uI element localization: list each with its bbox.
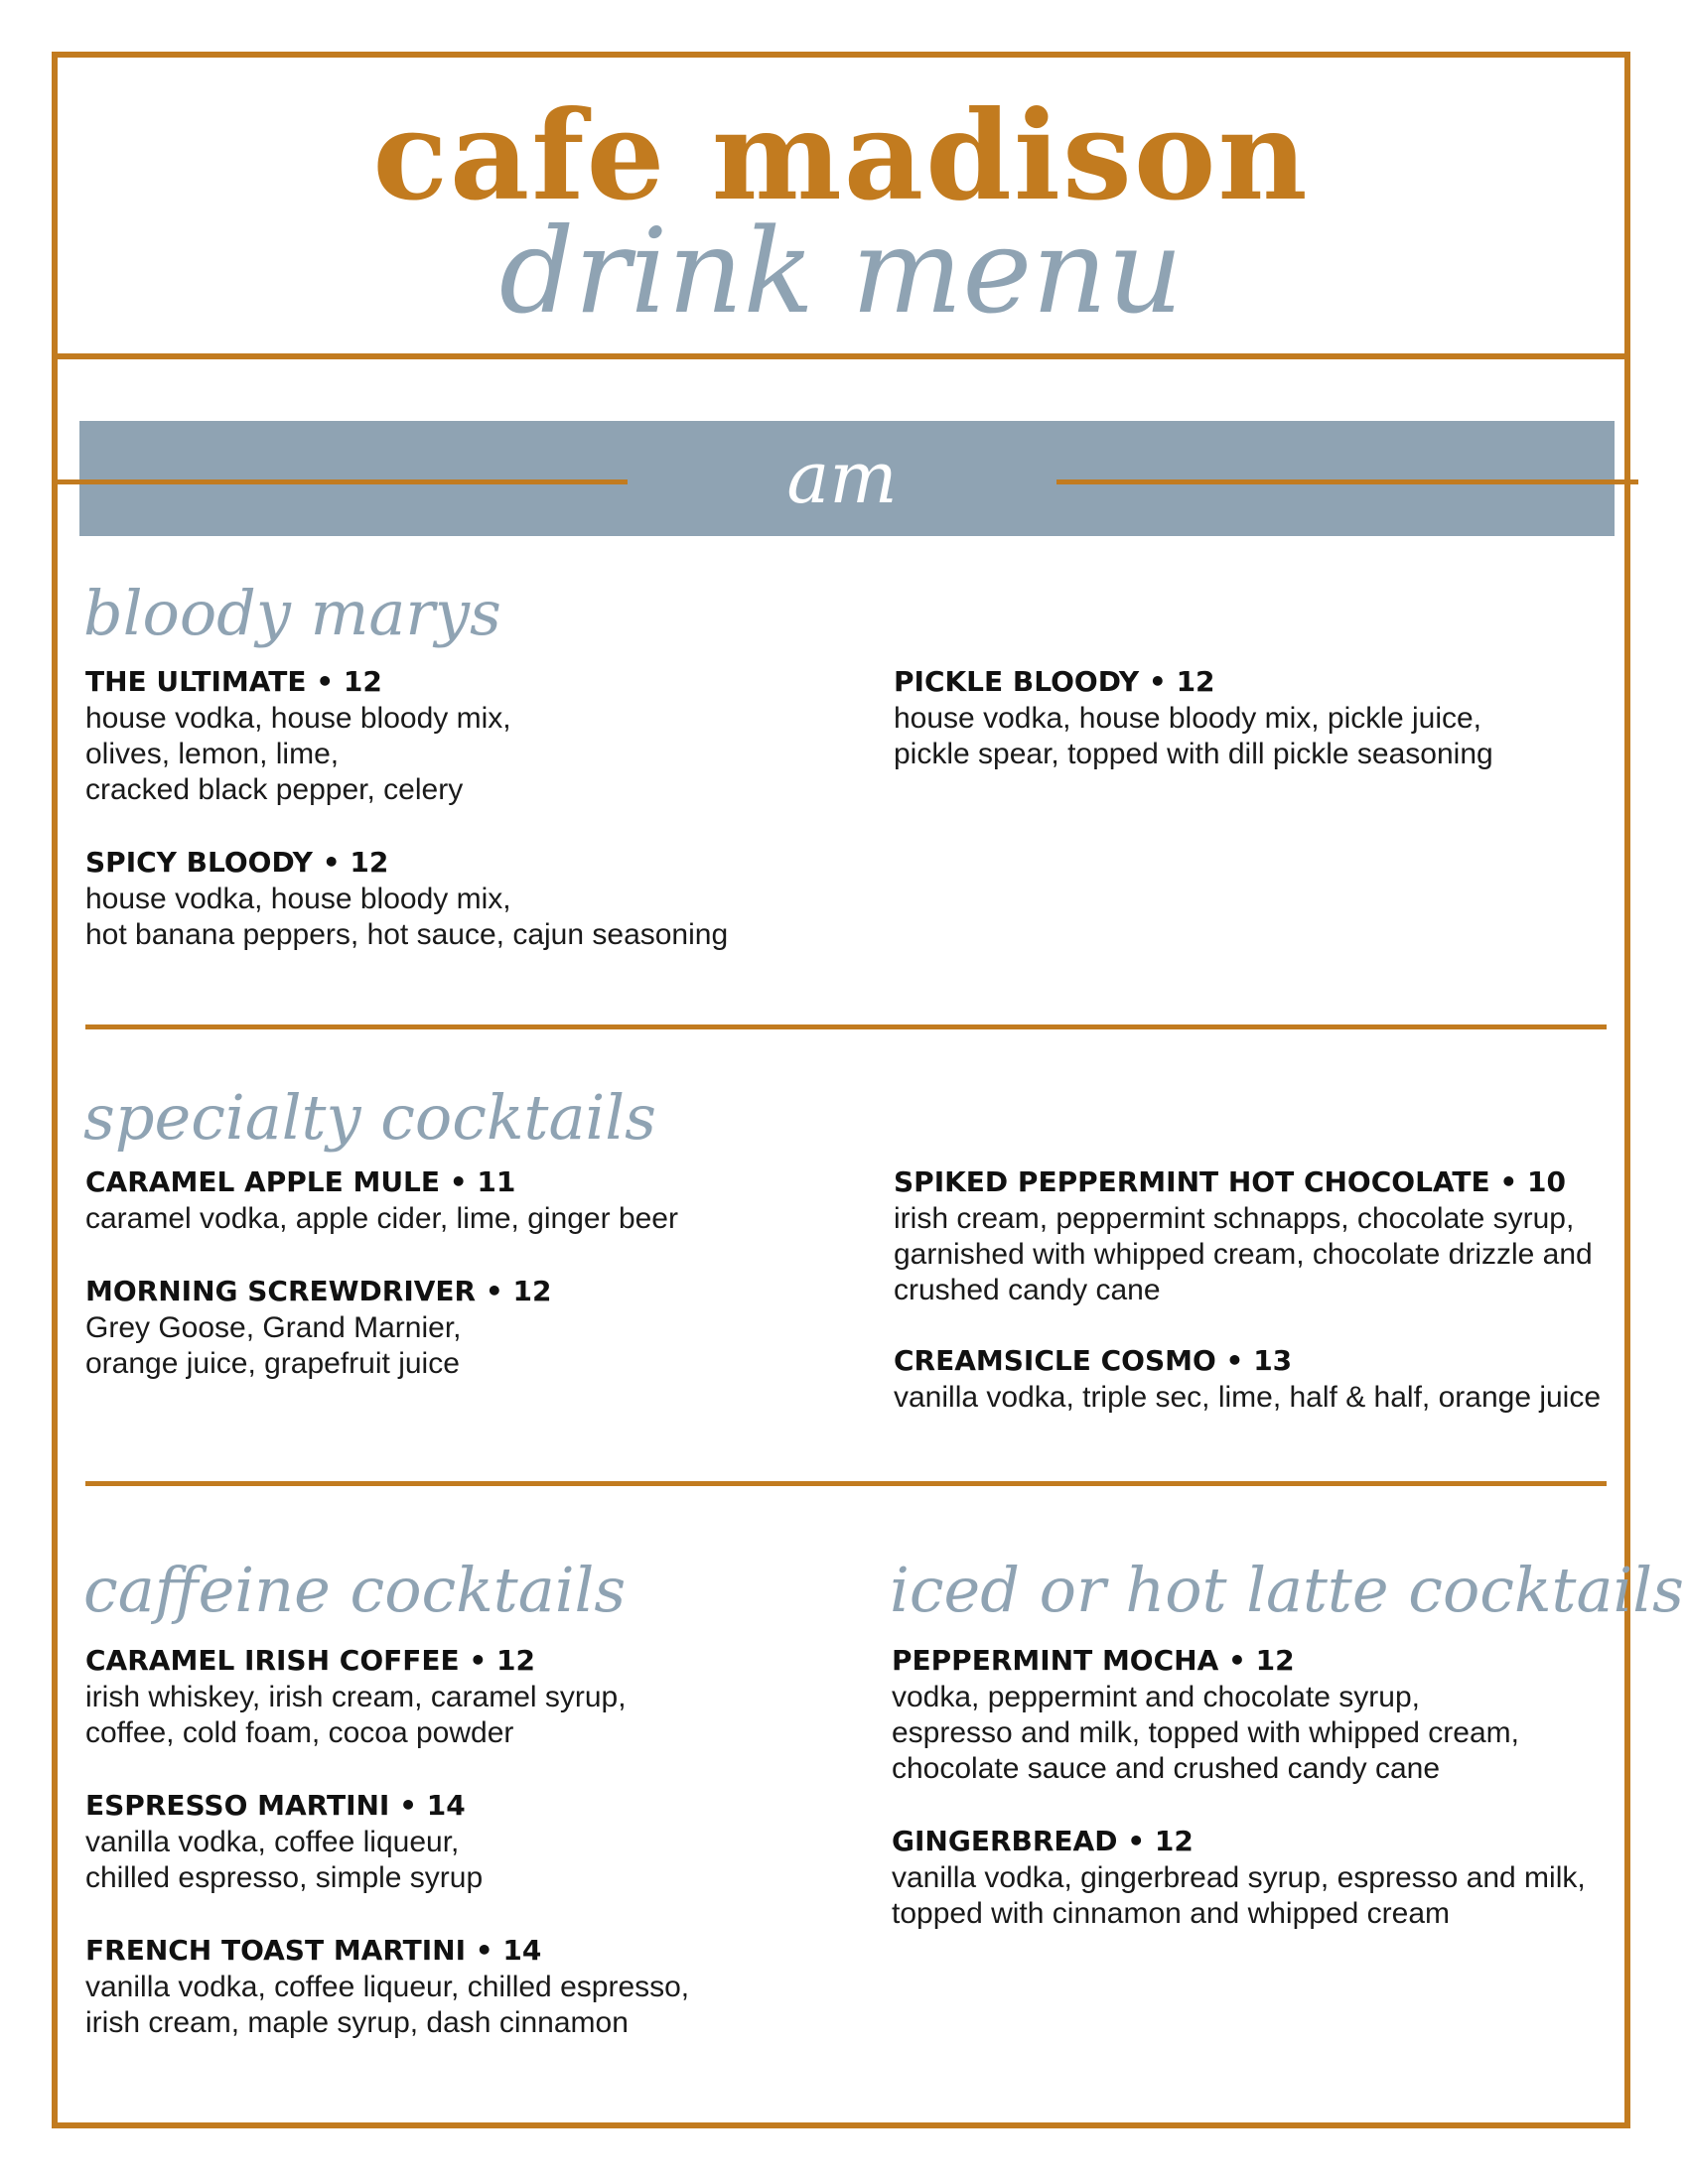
- band-line-right: [1056, 479, 1638, 484]
- item-description: Grey Goose, Grand Marnier, orange juice, grapefruit juice: [85, 1311, 462, 1380]
- item-name: FRENCH TOAST MARTINI • 14: [85, 1934, 542, 1967]
- item-name: PEPPERMINT MOCHA • 12: [892, 1644, 1295, 1677]
- menu-item: [894, 663, 1648, 772]
- section-divider: [85, 1024, 1607, 1029]
- header-divider: [52, 353, 1630, 359]
- menu-item: [894, 1342, 1648, 1416]
- item-description: vanilla vodka, triple sec, lime, half & half, orange juice: [894, 1381, 1602, 1414]
- item-name: MORNING SCREWDRIVER • 12: [85, 1275, 552, 1307]
- item-description: vanilla vodka, coffee liqueur, chilled espresso, irish cream, maple syrup, dash cinnamon: [85, 1971, 690, 2039]
- menu-item: [894, 1163, 1648, 1308]
- item-name: SPICY BLOODY • 12: [85, 846, 389, 879]
- item-name: CREAMSICLE COSMO • 13: [894, 1344, 1293, 1377]
- item-description: irish cream, peppermint schnapps, chocolate syrup, garnished with whipped cream, chocolate drizzle and crushed candy cane: [894, 1202, 1593, 1306]
- menu-item: [85, 1787, 840, 1896]
- cafe-title: cafe madison: [372, 84, 1310, 228]
- item-name: PICKLE BLOODY • 12: [894, 665, 1215, 698]
- item-description: vanilla vodka, coffee liqueur, chilled espresso, simple syrup: [85, 1826, 484, 1894]
- item-name: THE ULTIMATE • 12: [85, 665, 382, 698]
- menu-item: [85, 1642, 840, 1751]
- menu-item: [85, 1932, 840, 2041]
- heading-latte-cocktails: iced or hot latte cocktails: [890, 1554, 1684, 1626]
- menu-item: [892, 1823, 1646, 1932]
- item-description: house vodka, house bloody mix, olives, lemon, lime, cracked black pepper, celery: [85, 702, 511, 806]
- item-description: house vodka, house bloody mix, hot banana peppers, hot sauce, cajun seasoning: [85, 883, 729, 951]
- item-description: caramel vodka, apple cider, lime, ginger beer: [85, 1202, 678, 1235]
- heading-bloody-marys: bloody marys: [83, 577, 501, 649]
- menu-item: [85, 1163, 840, 1237]
- item-name: GINGERBREAD • 12: [892, 1825, 1194, 1857]
- menu-item: [85, 663, 840, 808]
- band-line-left: [52, 479, 628, 484]
- item-name: ESPRESSO MARTINI • 14: [85, 1789, 466, 1822]
- section-divider: [85, 1481, 1607, 1486]
- drink-menu-subtitle: drink menu: [498, 203, 1184, 340]
- menu-item: [85, 1273, 840, 1382]
- item-name: CARAMEL IRISH COFFEE • 12: [85, 1644, 535, 1677]
- item-description: house vodka, house bloody mix, pickle juice, pickle spear, topped with dill pickle seasoning: [894, 702, 1493, 770]
- band-label: am cocktails: [681, 436, 1003, 628]
- heading-specialty-cocktails: specialty cocktails: [83, 1081, 656, 1154]
- item-description: vodka, peppermint and chocolate syrup, espresso and milk, topped with whipped cream, chocolate sauce and crushed candy cane: [892, 1681, 1519, 1785]
- item-description: irish whiskey, irish cream, caramel syrup, coffee, cold foam, cocoa powder: [85, 1681, 627, 1749]
- item-name: SPIKED PEPPERMINT HOT CHOCOLATE • 10: [894, 1165, 1567, 1198]
- menu-item: [892, 1642, 1646, 1787]
- menu-item: [85, 844, 840, 953]
- item-name: CARAMEL APPLE MULE • 11: [85, 1165, 516, 1198]
- heading-caffeine-cocktails: caffeine cocktails: [83, 1554, 627, 1626]
- item-description: vanilla vodka, gingerbread syrup, espresso and milk, topped with cinnamon and whipped cream: [892, 1861, 1586, 1930]
